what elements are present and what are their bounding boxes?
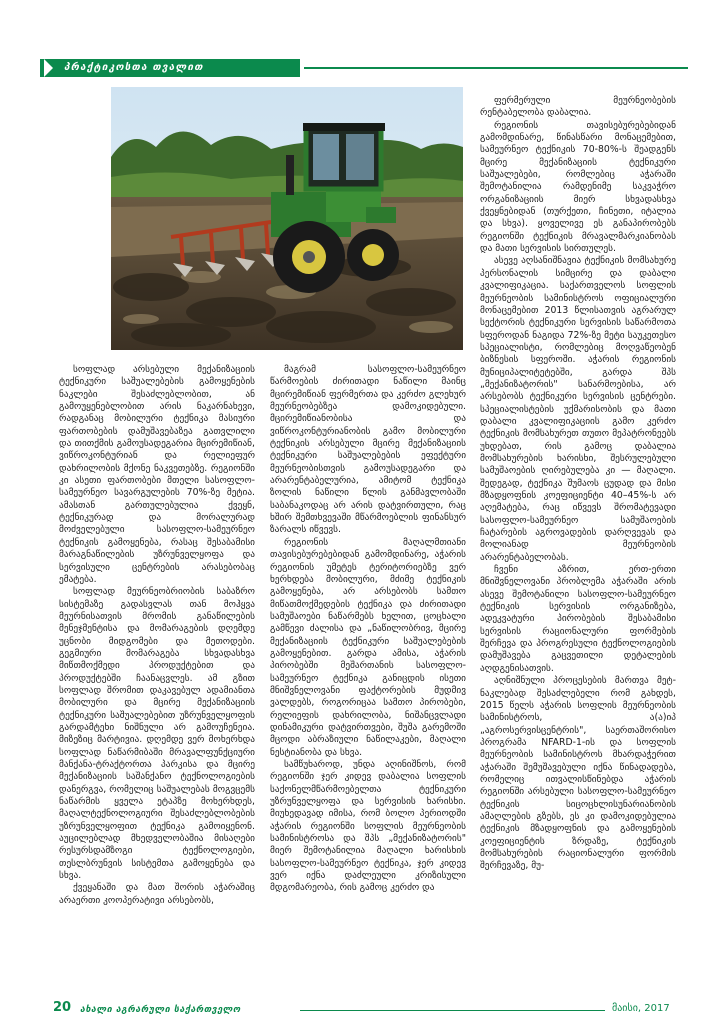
section-header bbox=[40, 56, 688, 78]
article-column-2 bbox=[270, 364, 466, 941]
paragraph: ფერმერული მეურნეობების რენტაბელობა დაბალია. bbox=[480, 95, 676, 119]
article-column-1 bbox=[59, 364, 255, 941]
article-column-3 bbox=[480, 95, 676, 941]
tractor-plowing-icon bbox=[111, 87, 463, 350]
paragraph: რეგიონის მაღალმთიანი თავისებურებებიდან გამომდინარე, აჭარის რეგიონის უმეტეს ტერიტორიებზე ვერ ხერხდება მობილური, მძიმე ტექნიკის გამოყენება, არ არსებობს სამთო მიწათმოქმედების ტექნიკა და ძირითადი სამუშაოები ნაწარმებს ხელით, ცოცხალი გამწევი ძალისა და „ნაწილობრივ, მცირე მექანიზაციის ტექნიკური საშუალებების გამოყენებით. გარდა ამისა, აჭარის პირობებში მეშართანის სასოფლო-სამეურნეო ტექნიკა განიცდის ისეთი მნიშვნელოვანი ფაქტორების მუდმივ ვალდებს, როგორიცაა სამთო პირობები, რელიეფის დახრილობა, ნიშანცვლადი დინამიკური დატვირთვები, შუშა გარემოში მცოდი აბრაზიული ნაწილაკები, მაღალი ნესტიანობა და სხვა. bbox=[270, 536, 466, 758]
paragraph: სამწუხაროდ, უნდა აღინიშნოს, რომ რეგიონში ჯერ კიდევ დაბალია სოფლის საქონელმწარმოებელთა ტექნიკური უზრუნველყოფა და სერვისის ხარისხი. მიუხედავად იმისა, რომ ბოლო პერიოდში აჭარის რეგიონში სოფლის მეურნეობის სამინისტროსა და შპს „მექანიზატორის" მიერ შემოტანილია მაღალი ხარისხის სასოფლო-სამეურნეო ტექნიკა, ჯერ კიდევ ვერ იქნა დაძლეული კრიზისული მდგომარეობა, რის გამოც კერძო და bbox=[270, 759, 466, 894]
footer-rule bbox=[300, 1010, 605, 1011]
issue-date: მაისი, 2017 bbox=[612, 1003, 670, 1014]
paragraph: აღნიშნული პროცესების მართვა მეტ-ნაკლებად შესაძლებელი რომ გახდეს, 2015 წელს აჭარის სოფლის მეურნეობის სამინისტროს, ა(ა)იპ „აგროსერვისცენტრის", საერთაშორისო პროგრამა NFARD-1-ის და სოფლის მეურნეობის სამინისტროს მხარდაჭერით აჭარაში შემუშავებული იქნა წინადადება, რომელიც ითვალისწინებდა აჭარის რეგიონში არსებული სასოფლო-სამეურნეო ტექნიკის სიცოცხლისუნარიანობის ამაღლების გზებს, ეს კი დამოკიდებულია ტექნიკის მზადყოფნის და გამოყენების კოეფიციენტის ზრდაზე, ტექნიკის მომსახურების რაციონალური ფორმის შერჩევაზე, მუ- bbox=[480, 675, 676, 872]
paragraph: სოფლად მეურნეობრიობის საბაზრო სისტემაზე გადასვლას თან მოჰყვა მეურნისათვის მრომის განაწილების მენეჯმენტისა და მომარაგების დღემდე უცნობი მიდგომები და მეთოდები. გეგმიური მომარაგება სხვადასხვა მიწთმოქმედი პროდუქტებით და პროდუქტებში ჩაანაცვლეს. ამ გზით სოფლად შრომით დაკავებულ ადამიანთა მობილური და მცირე მექანიზაციის ტექნიკური საშუალებებით უზრუნველყოფის გარდამტეხი ნიშნული არ გამოუჩენეია. მიზეზიც მარტივია. დღემდე ვერ მოხერხდა სოფლად ნაწარმიბაში მრავალფუნქციური მანქანა-ტრაქტორთა პარკისა და მცირე მექანიზაციის საშანქანო ტექნოლოგიების დანერგვა, რომელიც საშუალებას მოგვცემს ნაწარმის ყველა ეტაპზე მოხერხდეს, მაღალტექნოლოგიური შესაძლებლობების უზრუნველყოფით ტექნიკა გამოიყენონ. აუცილებლად მხედველობაშია მისაღები რესურსდამზოგი ტექნოლოგიები, თესლბრუნვის სისტემთა გამოყენება და სხვა. bbox=[59, 586, 255, 882]
paragraph: ქვეყანაში და მათ შორის აჭარაშიც არაერთი კოოპერატივი არსებობს, bbox=[59, 882, 255, 906]
tractor-photo bbox=[111, 87, 463, 350]
paragraph: სოფლად არსებული მექანიზაციის ტექნიკური საშუალებების გამოყენების ნაკლები შესაძლებლობით, ან გამოუყენებლობით არის ნაკარნახევი, რადგანაც მობილური ტექნიკა მასიური ფართობების დამუშავებაზეა გათვლილი და თითქმის გამოუსადეგარია მცირემიწიან, ვიწროკონტურიან და რელიეფურ დახრილობის მქონე ნაკვეთებზე. რეგიონში კი ასეთი ფართობები მთელი სასოფლო-სამეურნეო სავარგულების 70%-ზე მეტია. ამასთან გართულებულია ქვეყნ, ტექნიკურად და მორალურად მოძველებული სასოფლო-სამეურნეო ტექნიკის გამოყენება, რასაც შესაბამისი მარაგნაწილების უზრუნველყოფა და სერვისული ცენტრების არასებობაც ემატება. bbox=[59, 364, 255, 585]
paragraph: ჩვენი აზრით, ერთ-ერთი მნიშვნელოვანი პრობლემა აჭარაში არის ასევე შემოტანილი სასოფლო-სამეურნეო ტექნიკის სერვისის ორგანიზება, ადეკვატური პირობების შესაბამისი სერვისის რაციონალური ფორმების შერჩევა და პროგრესული ტექნოლოგიების დამუშავება გაცვეთილი დეტალების აღდგენისათვის. bbox=[480, 564, 676, 674]
header-rule bbox=[304, 67, 688, 69]
section-title-bar bbox=[40, 59, 300, 77]
magazine-name: ახალი აგრარული საქართველო bbox=[80, 1005, 241, 1015]
paragraph: ასევე აღსანიშნავია ტექნიკის მომსახურე პერსონალის სიმცირე და დაბალი კვალიფიკაცია. საქართველოს სოფლის მეურნეობის სამინისტროს ოფიციალური მონაცემებით 2013 წლისათვის აგრარულ სექტორის ტექნიკური სერვისის საწარმოთა სფეროდან ნაგიდა 72%-ზე მეტი საუკეთესო სპეციალისტი, რომლებიც მოღვაწეობენ ბიზნესის სფეროში. აჭარის რეგიონის მუნიციპალიტეტებში, გარდა შპს „მექანიზატორის" სანარმოებისა, არ არსებობს ტექნიკური სერვისის ცენტრები. სპეციალისტების უქმარისობის და მათი დაბალი კვალიფიკაციის გამო კერძო ტექნიკის მომსახურეთ თუთო მეპატრონეებს უხდებათ, რის გამოც დაბალია მომსახურების ხარისხი, შესრულებული სამუშაოების ღირებულება კი — მაღალი. შედეგად, ტექნიკა შუმაოს ცუდად და მისი მზადყოფნის კოეფიციენტი 40–45%-ს არ აღემატება, რაც იწვევს შრომატევადი სასოფლო-სამეურნეო სამუშაოების ჩატარების აგროვადების დარღვევას და მოლიანად მეურნეობის არარენტაბელობას. bbox=[480, 255, 676, 563]
arrow-icon bbox=[44, 59, 53, 77]
page-footer bbox=[0, 1000, 724, 1020]
paragraph: მაგრამ სასოფლო-სამეურნეო წარმოების ძირითადი ნაწილი მაინც მცირემიწიან ფერმერთა და კერძო გლეხურ მეურნეობებზეა დამოკიდებული. მცირემიწიანობისა და ვიწროკონტურიანობის გამო მობილური ტექნიკის არსებული მცირე მექანიზაციის ტექნიკური საშუალებების ეფექტური მეურნეობისთვის გამოუსადეგარი და არარენტაბელურია, ამიტომ ტექნიკა ზოლის ნაწილი წლის განმავლობაში საბანაკოდაც არ არის დატვირთული, რაც ხშირ შემთხვევაში მწარმოებლის ფინანსურ ზარალს იწვევს. bbox=[270, 364, 466, 536]
section-title: პრაქტიკოსთა თვალით bbox=[64, 62, 204, 73]
page-number: 20 bbox=[53, 1000, 72, 1015]
paragraph: რეგიონის თავისებურებებიდან გამომდინარე, წინასწარი მონაცემებით, სამეურნეო ტექნიკის 70-80%-ს შეადგენს მცირე მექანიზაციის ტექნიკური საშუალებები, რომლებიც აჭარაში შემოტანილია რამდენიმე საკვაჭრო ორგანიზაციის მიერ სხვადასხვა ქვეყნებიდან (თურქეთი, ჩინეთი, იტალია და სხვა). ყოველივე ეს განაპირობებს რეგიონში ტექნიკის მრავალმარკიანობას და მათი სერვისის სირთულეს. bbox=[480, 119, 676, 255]
